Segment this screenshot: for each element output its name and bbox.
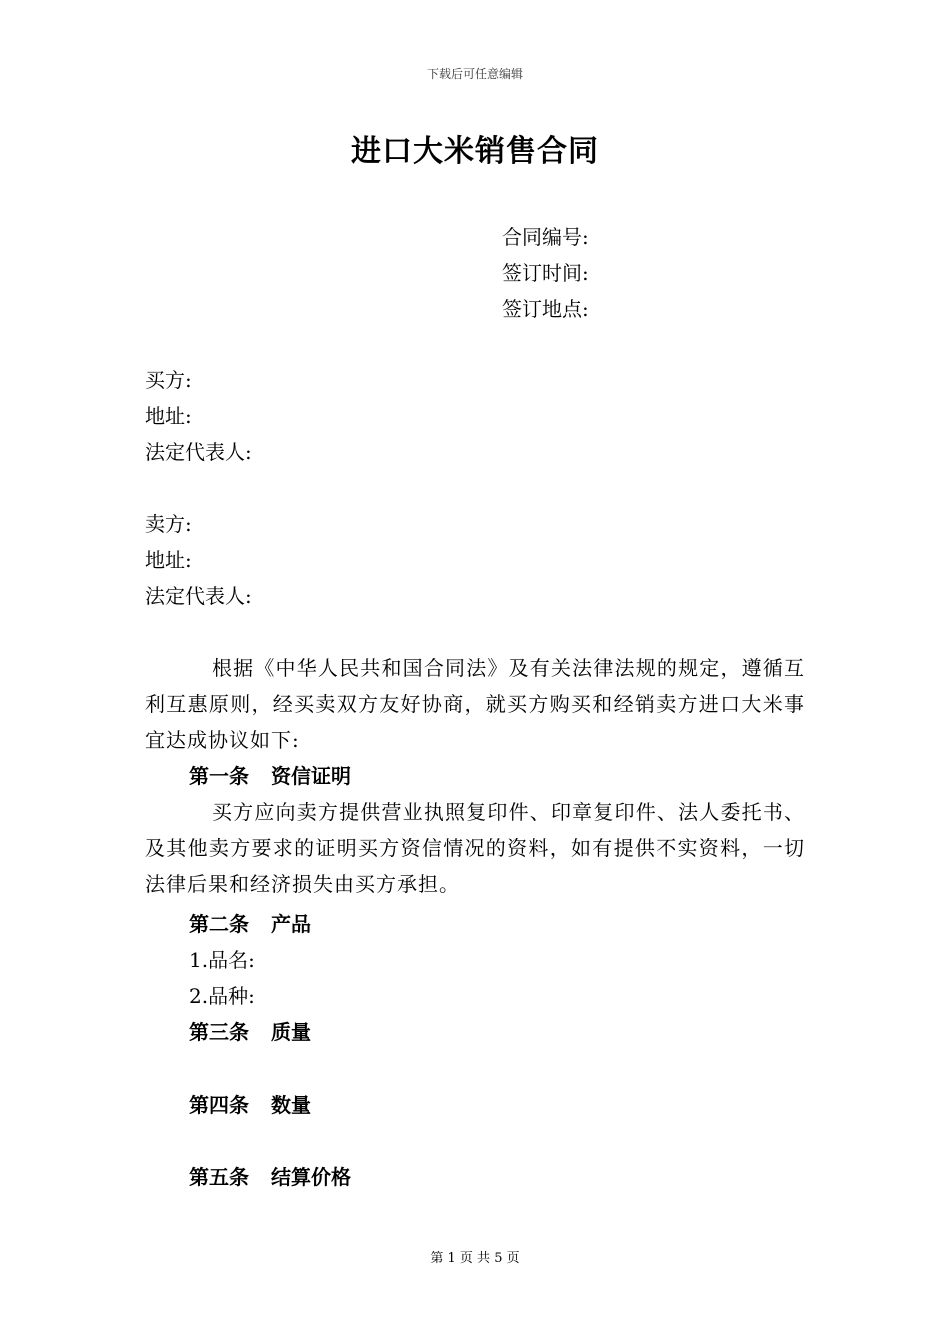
document-title: 进口大米销售合同 [351, 134, 599, 169]
clause-3-number: 第三条 [189, 1020, 249, 1044]
clause-4-title: 数量 [271, 1093, 311, 1117]
buyer-label: 买方: [145, 368, 192, 392]
seller-label: 卖方: [145, 512, 192, 536]
product-name-item: 1.品名: [189, 948, 255, 972]
clause-5-number: 第五条 [189, 1165, 249, 1189]
buyer-legal-rep-label: 法定代表人: [145, 440, 252, 464]
clause-4-number: 第四条 [189, 1093, 249, 1117]
clause-5-title: 结算价格 [271, 1165, 351, 1189]
buyer-block [145, 362, 252, 470]
contract-meta [502, 219, 589, 327]
clause-1-heading [189, 758, 351, 794]
clause-3-title: 质量 [271, 1020, 311, 1044]
seller-legal-rep-label: 法定代表人: [145, 584, 252, 608]
clause-2-number: 第二条 [189, 912, 249, 936]
product-variety-item: 2.品种: [189, 984, 255, 1008]
header-note: 下载后可任意编辑 [426, 67, 523, 81]
contract-number-label: 合同编号: [502, 225, 589, 249]
clause-2-heading [189, 906, 311, 942]
sign-place-label: 签订地点: [502, 297, 589, 321]
clause-1-title: 资信证明 [271, 764, 351, 788]
clause-4-heading [189, 1087, 311, 1123]
page-footer: 第 1 页 共 5 页 [430, 1251, 520, 1266]
clause-1-number: 第一条 [189, 764, 249, 788]
preamble-paragraph: 根据《中华人民共和国合同法》及有关法律法规的规定，遵循互利互惠原则，经买卖双方友好协商，就买方购买和经销卖方进口大米事宜达成协议如下: [145, 656, 805, 752]
clause-1-text: 买方应向卖方提供营业执照复印件、印章复印件、法人委托书、及其他卖方要求的证明买方资信情况的资料，如有提供不实资料，一切法律后果和经济损失由买方承担。 [145, 800, 805, 896]
clause-2-title: 产品 [271, 912, 311, 936]
clause-3-heading [189, 1014, 311, 1050]
buyer-address-label: 地址: [145, 404, 192, 428]
clause-5-heading [189, 1159, 351, 1195]
seller-block [145, 506, 252, 614]
seller-address-label: 地址: [145, 548, 192, 572]
sign-time-label: 签订时间: [502, 261, 589, 285]
